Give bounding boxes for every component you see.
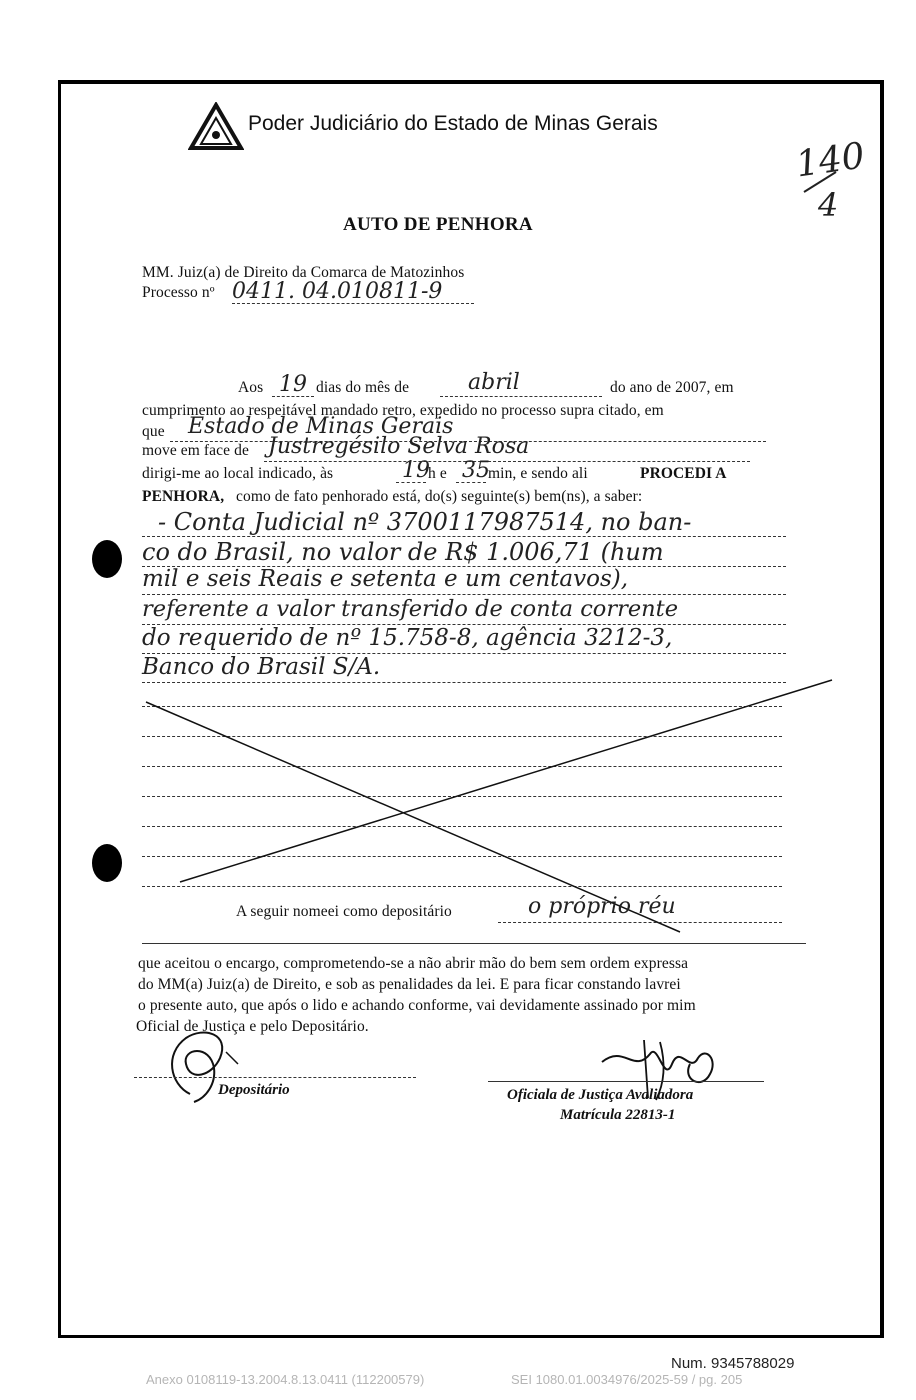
penhora-rest: como de fato penhorado está, do(s) seguinte(s) bem(ns), a saber: xyxy=(236,488,643,505)
closing-line: o presente auto, que após o lido e achando conforme, vai devidamente assinado por mim xyxy=(138,997,696,1014)
year-text: do ano de 2007, em xyxy=(610,379,734,396)
closing-line: do MM(a) Juiz(a) de Direito, e sob as penalidades da lei. E para ficar constando lavrei xyxy=(138,976,681,993)
dias-label: dias do mês de xyxy=(316,379,410,396)
document-number: Num. 9345788029 xyxy=(671,1355,795,1372)
seized-goods-line: mil e seis Reais e setenta e um centavos), xyxy=(142,566,629,592)
aos-label: Aos xyxy=(238,379,264,396)
margin-page-number: 140 xyxy=(793,135,868,186)
defendant-value: Justregésilo Selva Rosa xyxy=(268,434,530,459)
closing-line: que aceitou o encargo, comprometendo-se a não abrir mão do bem sem ordem expressa xyxy=(138,955,689,972)
move-em-face-label: move em face de xyxy=(142,442,249,459)
cross-out-mark xyxy=(140,676,840,936)
month-value: abril xyxy=(468,370,520,395)
matricula-label: Matrícula 22813-1 xyxy=(560,1107,676,1123)
minutes-value: 35 xyxy=(462,458,490,483)
sei-reference: SEI 1080.01.0034976/2025-59 / pg. 205 xyxy=(511,1372,743,1387)
depositary-value: o próprio réu xyxy=(528,894,676,919)
margin-fraction-line xyxy=(800,170,840,194)
seized-goods-line: Banco do Brasil S/A. xyxy=(142,654,381,680)
oficiala-signature-label: Oficiala de Justiça Avaliadora xyxy=(507,1087,694,1103)
seized-goods-line: co do Brasil, no valor de R$ 1.006,71 (hum xyxy=(142,538,664,566)
depositario-signature-label: Depositário xyxy=(218,1082,290,1098)
hour-value: 19 xyxy=(402,458,430,483)
margin-page-fraction: 4 xyxy=(818,186,839,224)
h-e-label: h e xyxy=(428,465,447,482)
procedi-label: PROCEDI A xyxy=(640,465,727,482)
dirigi-label: dirigi-me ao local indicado, às xyxy=(142,465,334,482)
seized-goods-line: do requerido de nº 15.758-8, agência 3212-3, xyxy=(142,625,673,651)
day-value: 19 xyxy=(279,372,307,397)
punch-hole xyxy=(92,844,122,882)
seized-goods-line: - Conta Judicial nº 3700117987514, no ban- xyxy=(158,508,692,536)
penhora-label: PENHORA, xyxy=(142,488,225,505)
judiciary-triangle-logo-icon xyxy=(188,102,244,152)
institution-title: Poder Judiciário do Estado de Minas Gerais xyxy=(248,112,658,135)
annex-reference: Anexo 0108119-13.2004.8.13.0411 (112200579) xyxy=(146,1372,425,1387)
mandate-line: cumprimento ao respeitável mandado retro, expedido no processo supra citado, em xyxy=(142,402,664,419)
process-label: Processo nº xyxy=(142,284,215,301)
judge-line: MM. Juiz(a) de Direito da Comarca de Matozinhos xyxy=(142,264,465,281)
closing-line: Oficial de Justiça e pelo Depositário. xyxy=(136,1018,369,1035)
seized-goods-line: referente a valor transferido de conta corrente xyxy=(142,596,679,622)
que-label: que xyxy=(142,423,165,440)
min-text: min, e sendo ali xyxy=(488,465,588,482)
document-title: AUTO DE PENHORA xyxy=(343,214,533,235)
depositary-label: A seguir nomeei como depositário xyxy=(236,903,452,920)
plaintiff-value: Estado de Minas Gerais xyxy=(188,414,454,439)
punch-hole xyxy=(92,540,122,578)
process-number: 0411. 04.010811-9 xyxy=(232,279,443,304)
